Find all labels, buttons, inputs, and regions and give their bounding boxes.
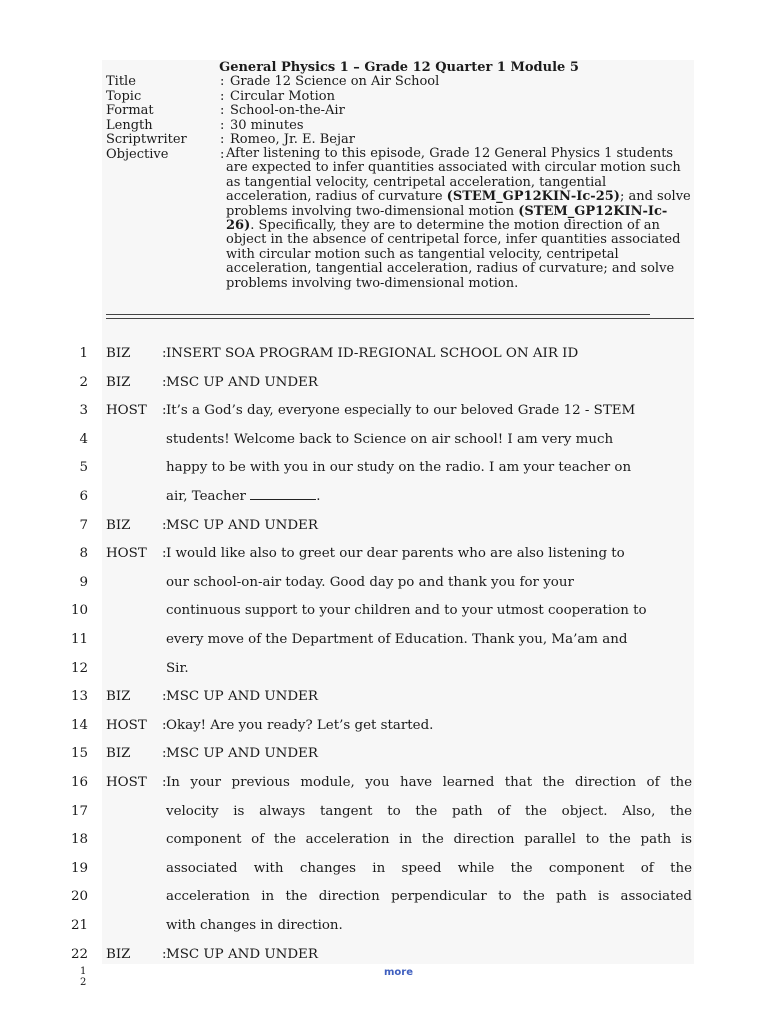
script-line [0,397,768,426]
line-text: MSC UP AND UNDER [166,374,318,390]
line-number: 14 [70,717,88,733]
speaker-colon: : [162,946,167,962]
script-line [0,769,768,798]
header-rule-long [106,318,694,319]
script-line [0,941,768,970]
line-text: with changes in direction. [166,918,343,933]
page-number: 2 [80,977,87,988]
meta-colon: : [220,88,225,104]
line-number: 11 [70,632,88,647]
script-line [0,855,768,884]
meta-label: Format [106,103,154,118]
line-number: 17 [70,803,88,819]
line-number: 15 [70,746,88,762]
meta-row-length [106,119,696,134]
meta-label: Topic [106,88,142,104]
competency-code-2: (STEM_GP12KIN-Ic-26) [226,203,668,234]
speaker-colon: : [162,346,167,361]
speaker-tag: HOST [106,717,147,733]
script-line [0,826,768,855]
line-number: 20 [70,889,88,905]
line-number: 3 [79,403,88,419]
line-text: It’s a God’s day, everyone especially to our beloved Grade 12 - STEM [166,403,636,419]
line-text: associated with changes in speed while the component of the [166,860,692,876]
speaker-colon: : [162,403,167,419]
line-text: acceleration in the direction perpendicular to the path is associated [166,889,692,905]
script-line [0,426,768,455]
script-line [0,655,768,684]
line-number: 1 [79,346,88,361]
line-text: MSC UP AND UNDER [166,946,318,962]
meta-label: Title [106,74,136,89]
meta-label: Scriptwriter [106,132,187,147]
meta-value: 30 minutes [230,117,304,133]
speaker-tag: HOST [106,546,147,562]
script-line [0,883,768,912]
script-line [0,454,768,483]
objective-text [226,147,694,291]
line-text: velocity is always tangent to the path of the object. Also, the [166,803,692,819]
speaker-tag: BIZ [106,746,131,762]
speaker-tag: BIZ [106,517,131,533]
meta-label: Length [106,117,153,133]
meta-colon: : [220,103,225,118]
more-link[interactable]: more [384,967,414,978]
script-line [0,569,768,598]
objective-part-1: After listening to this episode, Grade 12 General Physics 1 students are expected to infer quantities associated with circular motion such as tangential velocity, centripetal acceleration, tangential acceleration, radius of curvature [226,146,681,205]
page-number: 1 [80,966,87,977]
line-text: our school-on-air today. Good day po and thank you for your [166,574,574,590]
script-line [0,912,768,941]
line-number: 21 [70,918,88,933]
line-number: 2 [79,374,88,390]
meta-value: Romeo, Jr. E. Bejar [230,132,355,147]
line-text: In your previous module, you have learned that the direction of the [166,775,692,790]
meta-colon: : [220,146,225,162]
script-line [0,483,768,512]
line-text: MSC UP AND UNDER [166,689,318,705]
line-number: 16 [70,775,88,790]
line-text: students! Welcome back to Science on air school! I am very much [166,431,614,447]
line-number: 22 [70,946,88,962]
speaker-tag: HOST [106,775,147,790]
document-title: General Physics 1 – Grade 12 Quarter 1 Module 5 [219,60,579,75]
meta-value: Circular Motion [230,88,335,104]
line-number: 5 [79,460,88,476]
speaker-tag: BIZ [106,689,131,705]
meta-value: School-on-the-Air [230,103,345,118]
line-text: I would like also to greet our dear parents who are also listening to [166,546,625,562]
line-number: 18 [70,832,88,848]
meta-value: Grade 12 Science on Air School [230,74,440,89]
script-line [0,369,768,398]
objective-part-3: . Specifically, they are to determine the motion direction of an object in the absence of centripetal force, infer quantities associated with circular motion such as tangential velocity, centripetal acceleration, tangential acceleration, radius of curvature; and solve problems involving two-dimensional motion. [226,218,681,291]
meta-label: Objective [106,146,169,162]
speaker-tag: BIZ [106,346,131,361]
line-text: MSC UP AND UNDER [166,517,318,533]
meta-colon: : [220,117,225,133]
line-number: 8 [79,546,88,562]
script-line [0,340,768,369]
line-number: 4 [79,431,88,447]
line-number: 10 [70,603,88,619]
meta-row-format [106,104,696,119]
speaker-tag: BIZ [106,946,131,962]
script-line [0,683,768,712]
line-text: Okay! Are you ready? Let’s get started. [166,717,434,733]
line-number: 19 [70,860,88,876]
script-line [0,512,768,541]
line-text: INSERT SOA PROGRAM ID-REGIONAL SCHOOL ON AIR ID [166,346,579,361]
script-line [0,798,768,827]
meta-colon: : [220,74,225,89]
script-line [0,597,768,626]
script-line [0,712,768,741]
speaker-colon: : [162,374,167,390]
line-number: 6 [79,489,88,504]
line-text: Sir. [166,660,189,676]
objective-part-2: ; and solve problems involving two-dimensional motion [226,189,691,219]
line-text: continuous support to your children and to your utmost cooperation to [166,603,647,619]
script-line [0,740,768,769]
script-line [0,626,768,655]
line-text: every move of the Department of Education. Thank you, Ma’am and [166,632,628,647]
header-rule-short [106,314,650,315]
meta-row-topic [106,90,696,105]
line-text-with-blank: air, Teacher . [166,483,692,512]
competency-code-1: (STEM_GP12KIN-Ic-25) [446,189,620,205]
line-text: component of the acceleration in the direction parallel to the path is [166,832,692,848]
script-line [0,540,768,569]
line-number: 9 [79,574,88,590]
speaker-tag: HOST [106,403,147,419]
line-text: MSC UP AND UNDER [166,746,318,762]
line-text: happy to be with you in our study on the radio. I am your teacher on [166,460,632,476]
speaker-colon: : [162,689,167,705]
meta-row-title [106,75,696,90]
speaker-colon: : [162,746,167,762]
speaker-colon: : [162,717,167,733]
line-number: 12 [70,660,88,676]
line-text: air, Teacher [166,489,246,504]
speaker-colon: : [162,517,167,533]
speaker-tag: BIZ [106,374,131,390]
meta-colon: : [220,132,225,147]
speaker-colon: : [162,546,167,562]
fill-in-blank [250,485,316,500]
speaker-colon: : [162,775,167,790]
line-number: 7 [79,517,88,533]
line-number: 13 [70,689,88,705]
